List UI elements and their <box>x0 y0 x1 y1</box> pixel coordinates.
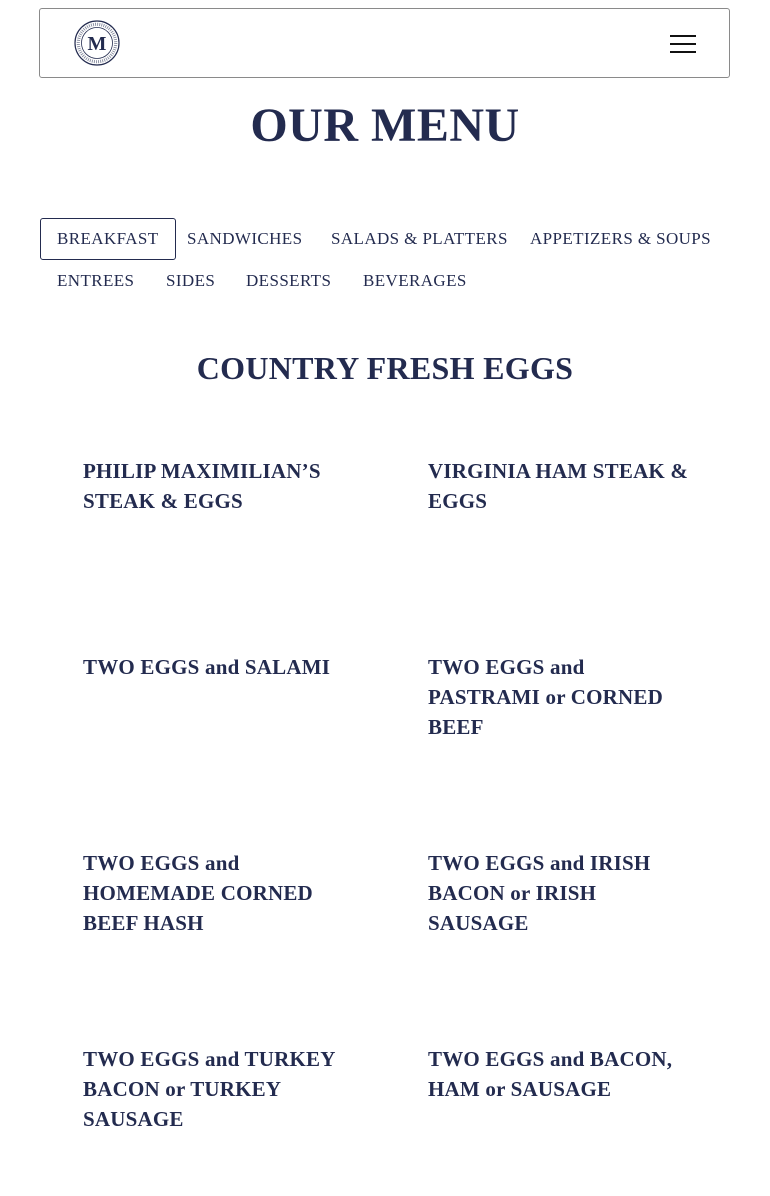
menu-item[interactable]: VIRGINIA HAM STEAK & EGGS <box>428 459 689 513</box>
menu-item[interactable]: TWO EGGS and BACON, HAM or SAUSAGE <box>428 1047 673 1101</box>
logo[interactable] <box>74 20 120 66</box>
section-title: COUNTRY FRESH EGGS <box>196 350 574 386</box>
hamburger-icon <box>670 33 696 55</box>
tab-desserts[interactable]: DESSERTS <box>246 271 332 290</box>
menu-item[interactable]: TWO EGGS and SALAMI <box>83 655 331 679</box>
tab-sandwiches[interactable]: SANDWICHES <box>187 229 303 248</box>
logo-letter: M <box>87 33 107 55</box>
tab-beverages[interactable]: BEVERAGES <box>363 271 467 290</box>
page-title: OUR MENU <box>250 99 520 152</box>
tab-salads-platters[interactable]: SALADS & PLATTERS <box>331 229 508 248</box>
tab-appetizers-soups[interactable]: APPETIZERS & SOUPS <box>530 229 712 248</box>
site-header <box>39 8 730 78</box>
menu-item[interactable]: PHILIP MAXIMILIAN’S STEAK & EGGS <box>83 459 321 513</box>
tab-entrees[interactable]: ENTREES <box>57 271 135 290</box>
menu-item[interactable]: TWO EGGS and PASTRAMI or CORNED BEEF <box>428 655 663 739</box>
tab-breakfast[interactable]: BREAKFAST <box>40 218 176 260</box>
menu-item[interactable]: TWO EGGS and IRISH BACON or IRISH SAUSAGE <box>428 851 651 935</box>
menu-item[interactable]: TWO EGGS and HOMEMADE CORNED BEEF HASH <box>83 851 313 935</box>
tab-sides[interactable]: SIDES <box>166 271 216 290</box>
menu-toggle-button[interactable] <box>662 27 704 61</box>
menu-item[interactable]: TWO EGGS and TURKEY BACON or TURKEY SAUSAGE <box>83 1047 335 1131</box>
logo-seal-icon <box>74 20 120 66</box>
